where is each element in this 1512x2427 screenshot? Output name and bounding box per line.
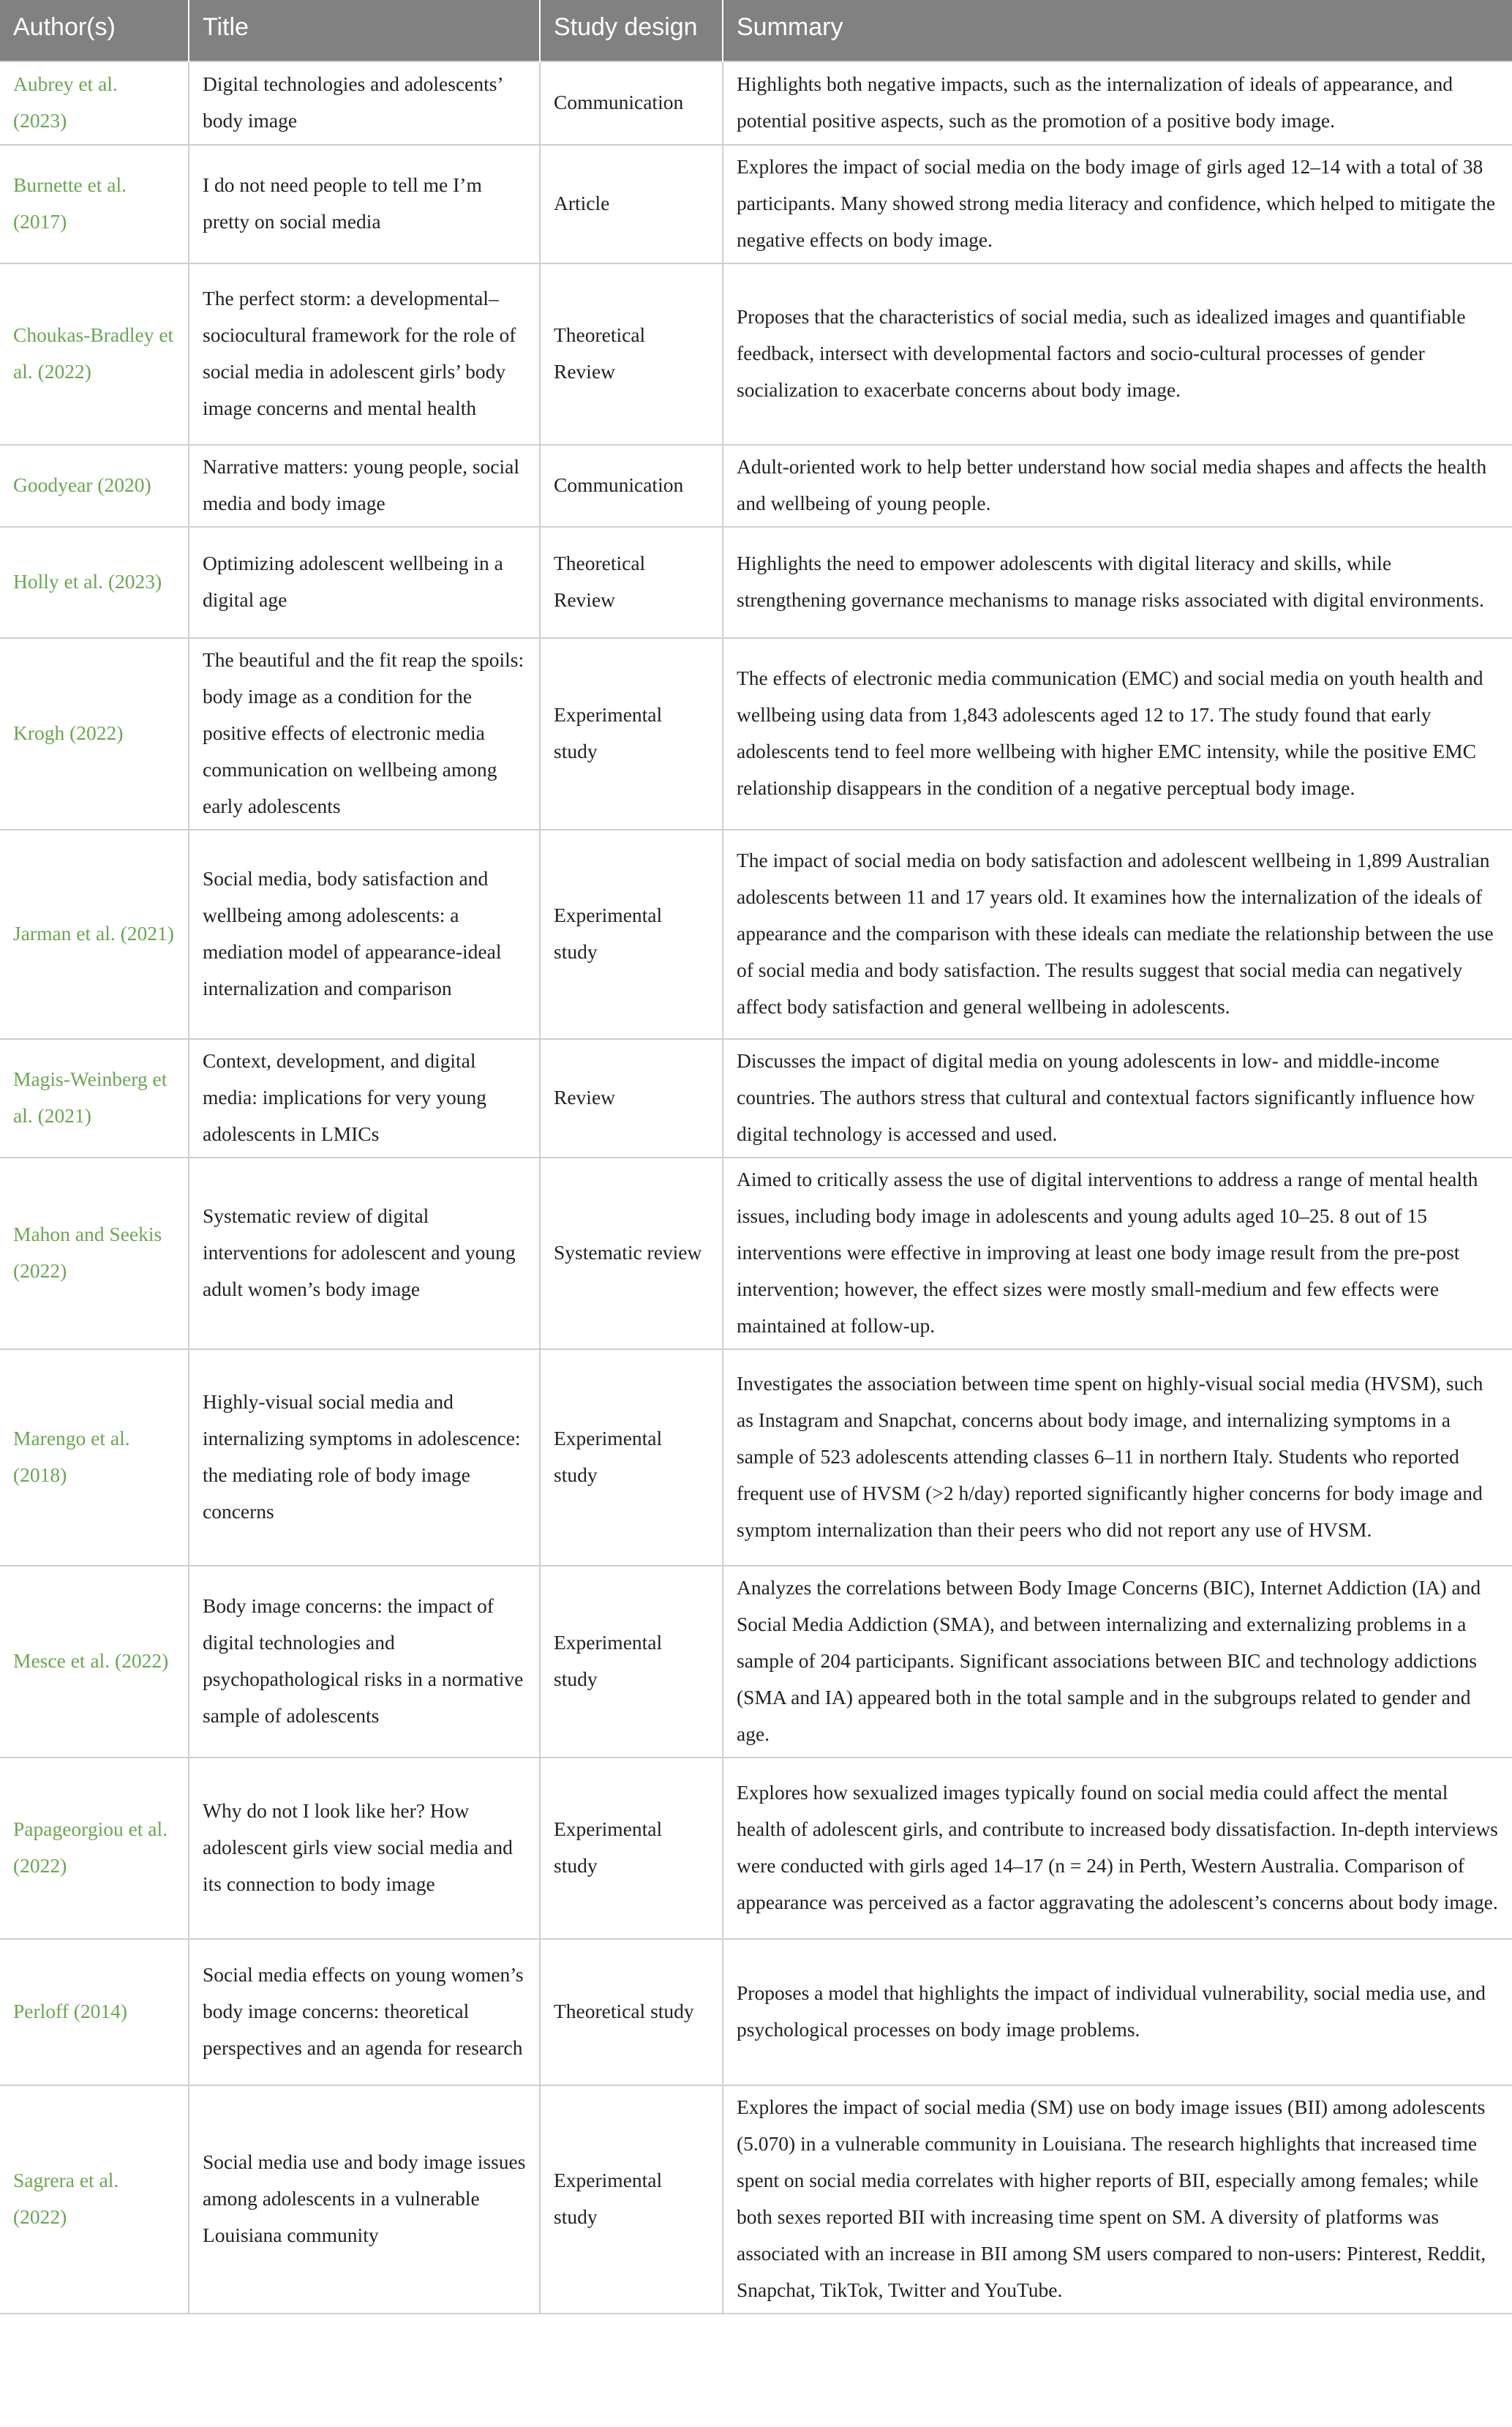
summary-cell: Explores the impact of social media on the body image of girls aged 12–14 with a total of 38 participants. Many showed strong media literacy and confidence, which helped to mitigate the negative effects on body image. [723, 145, 1512, 263]
author-cell [0, 638, 189, 830]
study-design-cell: Theoretical Review [540, 527, 723, 638]
study-design-cell: Experimental study [540, 830, 723, 1039]
study-design-cell: Theoretical Review [540, 263, 723, 445]
summary-cell: The impact of social media on body satisfaction and adolescent wellbeing in 1,899 Australian adolescents between 11 and 17 years old. It examines how the internalization of the ideals of appearance and the comparison with these ideals can mediate the relationship between the use of social media and body satisfaction. The results suggest that social media can negatively affect body satisfaction and general wellbeing in adolescents. [723, 830, 1512, 1039]
author-cell [0, 527, 189, 638]
study-design-cell: Article [540, 145, 723, 263]
table-row [0, 1349, 1512, 1566]
author-link[interactable]: Perloff (2014) [13, 2000, 128, 2022]
title-cell: Highly-visual social media and internalizing symptoms in adolescence: the mediating role of body image concerns [189, 1349, 540, 1566]
author-cell [0, 1758, 189, 1939]
study-design-cell: Experimental study [540, 638, 723, 830]
author-cell [0, 1039, 189, 1158]
study-design-cell: Experimental study [540, 1349, 723, 1566]
table-row [0, 830, 1512, 1039]
title-cell: Digital technologies and adolescents’ body image [189, 61, 540, 145]
author-link[interactable]: Choukas-Bradley et al. (2022) [13, 323, 174, 383]
author-cell [0, 445, 189, 527]
summary-cell: Discusses the impact of digital media on young adolescents in low- and middle-income countries. The authors stress that cultural and contextual factors significantly influence how digital technology is accessed and used. [723, 1039, 1512, 1158]
title-cell: The perfect storm: a developmental–sociocultural framework for the role of social media in adolescent girls’ body image concerns and mental health [189, 263, 540, 445]
author-link[interactable]: Holly et al. (2023) [13, 570, 162, 593]
table-row [0, 1566, 1512, 1758]
table-row [0, 1758, 1512, 1939]
header-row [0, 0, 1512, 61]
author-link[interactable]: Papageorgiou et al. (2022) [13, 1818, 168, 1877]
author-link[interactable]: Krogh (2022) [13, 721, 124, 744]
title-cell: The beautiful and the fit reap the spoils: body image as a condition for the positive effects of electronic media communication on wellbeing among early adolescents [189, 638, 540, 830]
author-cell [0, 1566, 189, 1758]
author-cell [0, 830, 189, 1039]
table-row [0, 263, 1512, 445]
study-design-cell: Experimental study [540, 1566, 723, 1758]
author-link[interactable]: Magis-Weinberg et al. (2021) [13, 1068, 168, 1127]
study-design-cell: Review [540, 1039, 723, 1158]
summary-cell: Highlights both negative impacts, such as the internalization of ideals of appearance, and potential positive aspects, such as the promotion of a positive body image. [723, 61, 1512, 145]
author-link[interactable]: Mesce et al. (2022) [13, 1649, 169, 1672]
title-cell: Social media use and body image issues among adolescents in a vulnerable Louisiana community [189, 2085, 540, 2314]
author-link[interactable]: Marengo et al. (2018) [13, 1427, 130, 1486]
study-design-cell: Experimental study [540, 1758, 723, 1939]
author-link[interactable]: Sagrera et al. (2022) [13, 2169, 119, 2228]
summary-cell: The effects of electronic media communication (EMC) and social media on youth health and wellbeing using data from 1,843 adolescents aged 12 to 17. The study found that early adolescents tend to feel more wellbeing with higher EMC intensity, while the positive EMC relationship disappears in the condition of a negative perceptual body image. [723, 638, 1512, 830]
title-cell: Social media, body satisfaction and wellbeing among adolescents: a mediation model of appearance-ideal internalization and comparison [189, 830, 540, 1039]
title-cell: I do not need people to tell me I’m pretty on social media [189, 145, 540, 263]
summary-cell: Explores the impact of social media (SM) use on body image issues (BII) among adolescents (5.070) in a vulnerable community in Louisiana. The research highlights that increased time spent on social media correlates with higher reports of BII, especially among females; while both sexes reported BII with increasing time spent on SM. A diversity of platforms was associated with an increase in BII among SM users compared to non-users: Pinterest, Reddit, Snapchat, TikTok, Twitter and YouTube. [723, 2085, 1512, 2314]
summary-cell: Proposes a model that highlights the impact of individual vulnerability, social media use, and psychological processes on body image problems. [723, 1939, 1512, 2085]
summary-cell: Aimed to critically assess the use of digital interventions to address a range of mental health issues, including body image in adolescents and young adults aged 10–25. 8 out of 15 interventions were effective in improving at least one body image result from the pre-post intervention; however, the effect sizes were mostly small-medium and few effects were maintained at follow-up. [723, 1158, 1512, 1349]
header-author: Author(s) [0, 0, 189, 61]
summary-cell: Explores how sexualized images typically found on social media could affect the mental health of adolescent girls, and contribute to increased body dissatisfaction. In-depth interviews were conducted with girls aged 14–17 (n = 24) in Perth, Western Australia. Comparison of appearance was perceived as a factor aggravating the adolescent’s concerns about body image. [723, 1758, 1512, 1939]
table-row [0, 61, 1512, 145]
study-design-cell: Communication [540, 61, 723, 145]
summary-cell: Highlights the need to empower adolescents with digital literacy and skills, while strengthening governance mechanisms to manage risks associated with digital environments. [723, 527, 1512, 638]
author-cell [0, 145, 189, 263]
author-cell [0, 1349, 189, 1566]
title-cell: Narrative matters: young people, social media and body image [189, 445, 540, 527]
author-cell [0, 263, 189, 445]
title-cell: Optimizing adolescent wellbeing in a digital age [189, 527, 540, 638]
title-cell: Body image concerns: the impact of digital technologies and psychopathological risks in a normative sample of adolescents [189, 1566, 540, 1758]
author-cell [0, 61, 189, 145]
table-row [0, 1939, 1512, 2085]
table-body [0, 61, 1512, 2314]
author-link[interactable]: Mahon and Seekis (2022) [13, 1223, 162, 1282]
table-row [0, 1158, 1512, 1349]
author-link[interactable]: Jarman et al. (2021) [13, 922, 174, 945]
author-link[interactable]: Burnette et al. (2017) [13, 173, 127, 233]
summary-cell: Investigates the association between time spent on highly-visual social media (HVSM), such as Instagram and Snapchat, concerns about body image, and internalizing symptoms in a sample of 523 adolescents attending classes 6–11 in northern Italy. Students who reported frequent use of HVSM (>2 h/day) reported significantly higher concerns for body image and symptom internalization than their peers who did not report any use of HVSM. [723, 1349, 1512, 1566]
study-design-cell: Experimental study [540, 2085, 723, 2314]
header-study-design: Study design [540, 0, 723, 61]
study-design-cell: Communication [540, 445, 723, 527]
title-cell: Social media effects on young women’s body image concerns: theoretical perspectives and an agenda for research [189, 1939, 540, 2085]
summary-cell: Adult-oriented work to help better understand how social media shapes and affects the health and wellbeing of young people. [723, 445, 1512, 527]
author-cell [0, 1158, 189, 1349]
header-title: Title [189, 0, 540, 61]
table-row [0, 638, 1512, 830]
table-row [0, 2085, 1512, 2314]
title-cell: Systematic review of digital interventions for adolescent and young adult women’s body image [189, 1158, 540, 1349]
summary-cell: Proposes that the characteristics of social media, such as idealized images and quantifiable feedback, intersect with developmental factors and socio-cultural processes of gender socialization to exacerbate concerns about body image. [723, 263, 1512, 445]
table-row [0, 527, 1512, 638]
author-link[interactable]: Aubrey et al. (2023) [13, 72, 118, 132]
title-cell: Why do not I look like her? How adolescent girls view social media and its connection to body image [189, 1758, 540, 1939]
table-row [0, 145, 1512, 263]
table-header [0, 0, 1512, 61]
title-cell: Context, development, and digital media: implications for very young adolescents in LMICs [189, 1039, 540, 1158]
study-design-cell: Systematic review [540, 1158, 723, 1349]
author-cell [0, 2085, 189, 2314]
author-link[interactable]: Goodyear (2020) [13, 473, 151, 496]
study-design-cell: Theoretical study [540, 1939, 723, 2085]
table-row [0, 445, 1512, 527]
header-summary: Summary [723, 0, 1512, 61]
author-cell [0, 1939, 189, 2085]
summary-cell: Analyzes the correlations between Body Image Concerns (BIC), Internet Addiction (IA) and Social Media Addiction (SMA), and between internalizing and externalizing problems in a sample of 204 participants. Significant associations between BIC and technology addictions (SMA and IA) appeared both in the total sample and in the subgroups related to gender and age. [723, 1566, 1512, 1758]
table-row [0, 1039, 1512, 1158]
